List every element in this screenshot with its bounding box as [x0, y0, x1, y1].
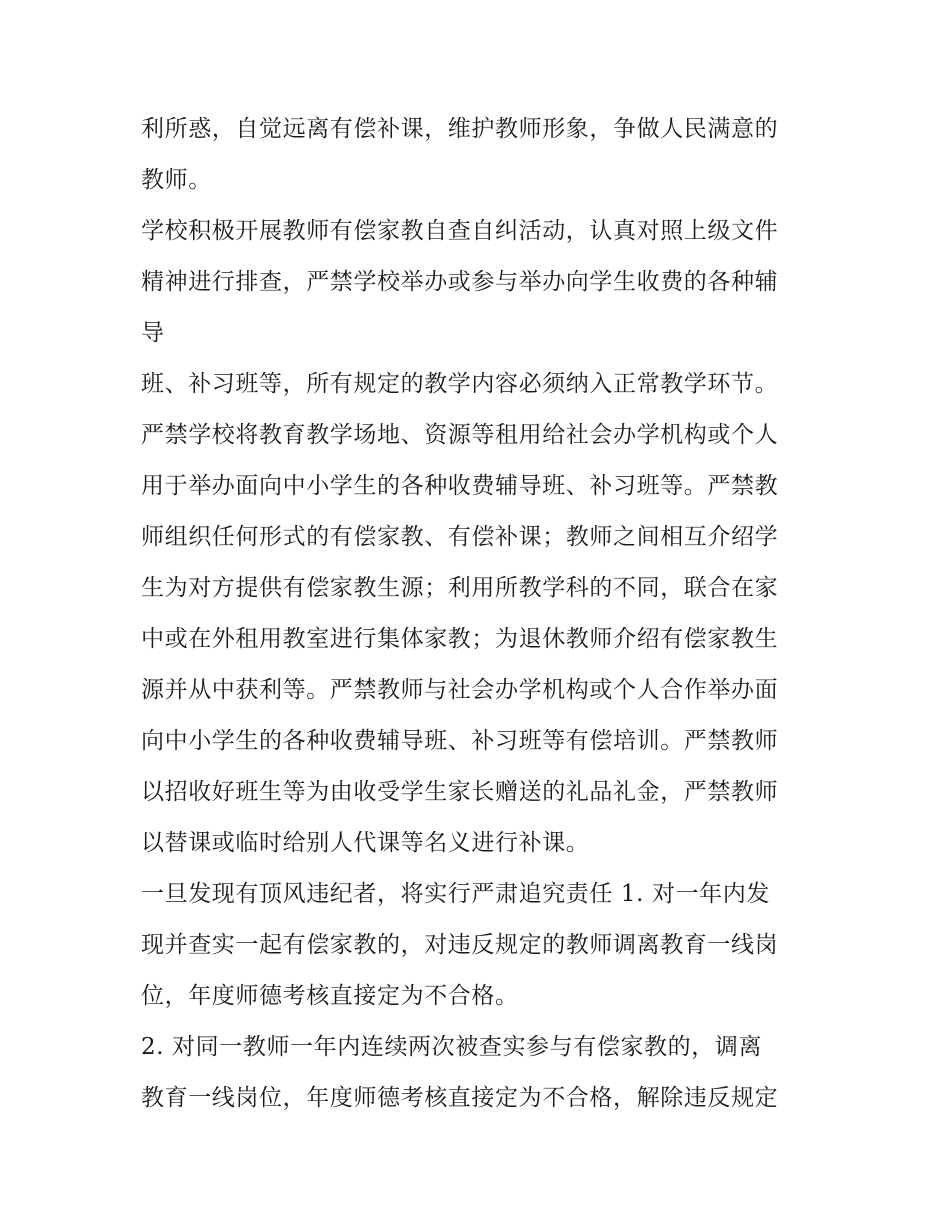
- text-line: 教育一线岗位，年度师德考核直接定为不合格，解除违反规定: [141, 1085, 779, 1111]
- text-line: 用于举办面向中小学生的各种收费辅导班、补习班等。严禁教: [141, 473, 779, 499]
- text-line: 现并查实一起有偿家教的，对违反规定的教师调离教育一线岗: [141, 932, 779, 958]
- text-line: 师组织任何形式的有偿家教、有偿补课；教师之间相互介绍学: [141, 524, 779, 550]
- text-line: 学校积极开展教师有偿家教自查自纠活动，认真对照上级文件: [141, 218, 779, 244]
- text-line: 以招收好班生等为由收受学生家长赠送的礼品礼金，严禁教师: [141, 779, 779, 805]
- text-line: 位，年度师德考核直接定为不合格。: [141, 983, 519, 1009]
- text-line: 严禁学校将教育教学场地、资源等租用给社会办学机构或个人: [141, 422, 779, 448]
- text-line: 2. 对同一教师一年内连续两次被查实参与有偿家教的，调离: [141, 1034, 763, 1060]
- text-line: 精神进行排查，严禁学校举办或参与举办向学生收费的各种辅: [141, 269, 779, 295]
- text-line: 以替课或临时给别人代课等名义进行补课。: [141, 830, 590, 856]
- text-line: 向中小学生的各种收费辅导班、补习班等有偿培训。严禁教师: [141, 728, 779, 754]
- text-line: 班、补习班等，所有规定的教学内容必须纳入正常教学环节。: [141, 371, 779, 397]
- text-line: 中或在外租用教室进行集体家教；为退休教师介绍有偿家教生: [141, 626, 779, 652]
- text-line: 源并从中获利等。严禁教师与社会办学机构或个人合作举办面: [141, 677, 779, 703]
- document-body: [141, 104, 821, 1124]
- text-line: 教师。: [141, 167, 212, 193]
- text-line: 一旦发现有顶风违纪者，将实行严肃追究责任 1. 对一年内发: [141, 881, 770, 907]
- text-line: 导: [141, 320, 165, 346]
- text-line: 生为对方提供有偿家教生源；利用所教学科的不同，联合在家: [141, 575, 779, 601]
- text-line: 利所惑，自觉远离有偿补课，维护教师形象，争做人民满意的: [141, 116, 779, 142]
